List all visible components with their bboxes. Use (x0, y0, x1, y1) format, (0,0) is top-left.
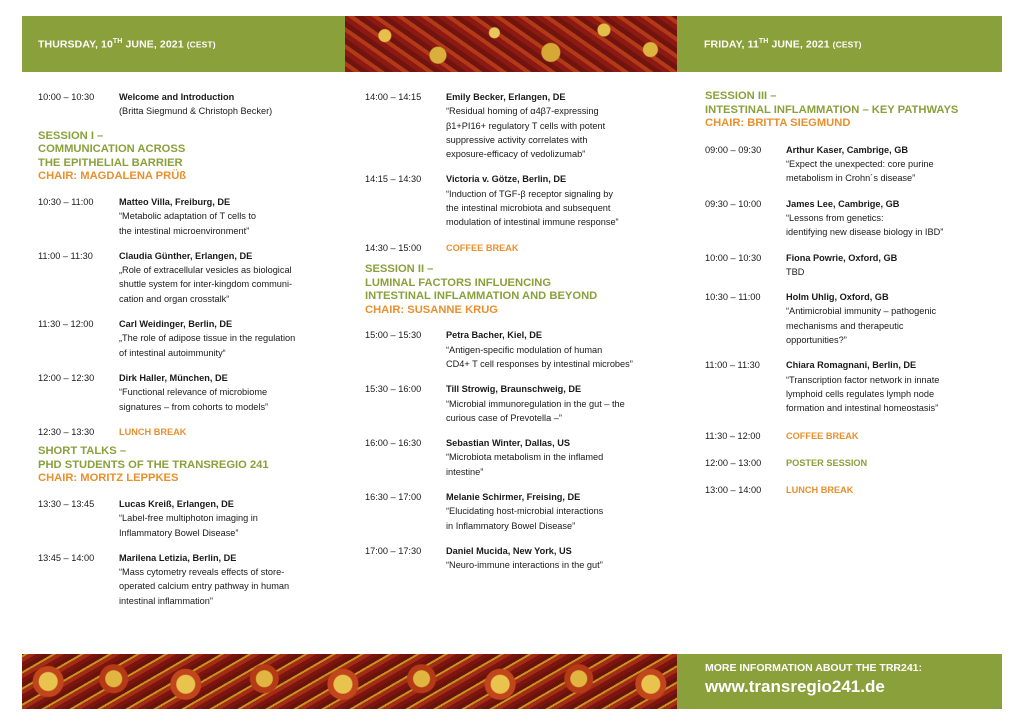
entry-title: “Induction of TGF-β receptor signaling by the intestinal microbiota and subsequent modulation of intestinal immune response” (446, 188, 619, 228)
talk-entry (705, 290, 1005, 347)
entry-title: “Label-free multiphoton imaging in Inflammatory Bowel Disease” (119, 513, 258, 538)
break-label: POSTER SESSION (786, 457, 868, 468)
break-label: LUNCH BREAK (119, 426, 187, 437)
footer-url-link[interactable]: www.transregio241.de (705, 677, 885, 696)
entry-time: 10:30 – 11:00 (705, 292, 761, 303)
entry-time: 13:45 – 14:00 (38, 552, 95, 563)
entry-speaker: Till Strowig, Braunschweig, DE (446, 384, 582, 395)
entry-speaker: Melanie Schirmer, Freising, DE (446, 492, 581, 503)
talk-entry (705, 197, 1005, 240)
entry-speaker: Chiara Romagnani, Berlin, DE (786, 360, 917, 371)
welcome-entry (38, 90, 338, 119)
entry-speaker: Dirk Haller, München, DE (119, 372, 228, 383)
entry-title: “Mass cytometry reveals effects of store- operated calcium entry pathway in human intestinal inflammation” (119, 567, 290, 606)
session-title: SESSION I – COMMUNICATION ACROSS THE EPITHELIAL BARRIER (38, 129, 186, 169)
entry-title: “Antigen-specific modulation of human CD4+ T cell responses by intestinal microbes” (446, 344, 633, 369)
entry-title: “Antimicrobial immunity – pathogenic mechanisms and therapeutic opportunities?” (786, 306, 937, 346)
entry-time: 15:00 – 15:30 (365, 330, 422, 341)
entry-speaker: Sebastian Winter, Dallas, US (446, 438, 570, 449)
friday-date: FRIDAY, 11TH JUNE, 2021 (CEST) (704, 37, 862, 51)
talk-entry (365, 382, 675, 425)
talk-entry (365, 436, 675, 479)
entry-speaker: Fiona Powrie, Oxford, GB (786, 252, 898, 263)
lunch-break-entry (38, 425, 338, 439)
entry-speaker: James Lee, Cambrige, GB (786, 198, 900, 209)
session-chair: CHAIR: SUSANNE KRUG (365, 303, 499, 316)
entry-title: “Expect the unexpected: core purine metabolism in Crohn´s disease” (786, 159, 934, 184)
entry-time: 11:30 – 12:00 (705, 430, 761, 441)
entry-time: 16:00 – 16:30 (365, 438, 422, 449)
entry-time: 11:00 – 11:30 (38, 250, 93, 261)
lunch-break-entry (705, 483, 1005, 497)
entry-speaker: Claudia Günther, Erlangen, DE (119, 250, 253, 261)
entry-time: 12:30 – 13:30 (38, 426, 95, 437)
session-chair: CHAIR: MORITZ LEPPKES (38, 472, 179, 485)
talk-entry (705, 251, 1005, 280)
entry-title: “Metabolic adaptation of T cells to the intestinal microenvironment” (119, 211, 257, 236)
entry-title: „The role of adipose tissue in the regulation of intestinal autoimmunity“ (119, 333, 296, 358)
talk-entry (365, 90, 675, 161)
entry-speaker: Holm Uhlig, Oxford, GB (786, 292, 889, 303)
entry-time: 13:00 – 14:00 (705, 485, 762, 496)
session-chair: CHAIR: MAGDALENA PRÜß (38, 170, 187, 183)
entry-time: 17:00 – 17:30 (365, 545, 422, 556)
column-friday (705, 90, 1005, 497)
session-title: SESSION II – LUMINAL FACTORS INFLUENCING INTESTINAL INFLAMMATION AND BEYOND (365, 262, 598, 303)
session-chair: CHAIR: BRITTA SIEGMUND (705, 117, 851, 130)
entry-speaker: Emily Becker, Erlangen, DE (446, 92, 566, 102)
coffee-break-entry (705, 429, 1005, 443)
friday-header (677, 16, 1002, 72)
talk-entry (38, 551, 338, 608)
break-label: COFFEE BREAK (446, 242, 519, 253)
entry-time: 11:00 – 11:30 (705, 360, 760, 371)
tissue-image-top (345, 16, 677, 72)
column-thursday-afternoon (365, 90, 675, 573)
entry-title: “Neuro-immune interactions in the gut” (446, 560, 603, 571)
entry-time: 16:30 – 17:00 (365, 492, 422, 503)
entry-time: 12:00 – 13:00 (705, 457, 762, 468)
entry-speaker: Petra Bacher, Kiel, DE (446, 330, 543, 341)
entry-title: “Functional relevance of microbiome signatures – from cohorts to models” (119, 387, 269, 412)
entry-speaker: Victoria v. Götze, Berlin, DE (446, 174, 567, 185)
talk-entry (705, 143, 1005, 186)
entry-time: 14:30 – 15:00 (365, 242, 422, 253)
entry-speaker: Carl Weidinger, Berlin, DE (119, 319, 233, 330)
session-title: SESSION III – INTESTINAL INFLAMMATION – KEY PATHWAYS (705, 90, 959, 116)
entry-speaker: Lucas Kreiß, Erlangen, DE (119, 498, 234, 509)
entry-title: “Transcription factor network in innate lymphoid cells regulates lymph node formation and intestinal homeostasis” (786, 374, 940, 414)
entry-title: “Microbiota metabolism in the inflamed intestine” (446, 452, 604, 477)
entry-title: “Lessons from genetics: identifying new disease biology in IBD” (786, 212, 944, 238)
talk-entry (38, 317, 338, 360)
entry-title: (Britta Siegmund & Christoph Becker) (119, 106, 273, 117)
entry-title: “Residual homing of α4β7-expressing β1+PI16+ regulatory T cells with potent suppressive activity correlates with exposure-efficacy of vedolizumab” (446, 106, 606, 160)
talk-entry (365, 490, 675, 533)
talk-entry (38, 249, 338, 306)
thursday-date: THURSDAY, 10TH JUNE, 2021 (CEST) (38, 37, 216, 51)
talk-entry (38, 195, 338, 238)
entry-time: 11:30 – 12:00 (38, 319, 94, 330)
poster-session-entry (705, 456, 1005, 470)
entry-title: „Role of extracellular vesicles as biological shuttle system for inter-kingdom communi- cation and organ crosstalk“ (119, 265, 293, 304)
entry-time: 10:00 – 10:30 (705, 252, 762, 263)
entry-time: 10:30 – 11:00 (38, 196, 94, 207)
talk-entry (365, 544, 675, 573)
session-3-heading (705, 90, 1005, 131)
session-title: SHORT TALKS – PHD STUDENTS OF THE TRANSREGIO 241 (38, 445, 269, 471)
talk-entry (365, 172, 675, 229)
entry-title: “Microbial immunoregulation in the gut – the curious case of Prevotella –” (446, 398, 625, 423)
talk-entry (38, 497, 338, 540)
talk-entry (38, 371, 338, 414)
entry-speaker: Arthur Kaser, Cambrige, GB (786, 144, 909, 155)
break-label: COFFEE BREAK (786, 430, 859, 441)
entry-time: 15:30 – 16:00 (365, 384, 422, 395)
entry-time: 10:00 – 10:30 (38, 92, 95, 102)
entry-time: 14:00 – 14:15 (365, 92, 422, 102)
column-thursday-morning (38, 90, 338, 608)
entry-speaker: Marilena Letizia, Berlin, DE (119, 552, 237, 563)
break-label: LUNCH BREAK (786, 485, 854, 496)
tissue-image-bottom (22, 654, 677, 709)
session-2-heading (365, 263, 675, 317)
entry-time: 12:00 – 12:30 (38, 372, 95, 383)
session-1-heading (38, 130, 338, 184)
entry-time: 09:00 – 09:30 (705, 144, 762, 155)
talk-entry (365, 328, 675, 371)
entry-time: 13:30 – 13:45 (38, 498, 95, 509)
entry-time: 14:15 – 14:30 (365, 174, 422, 185)
short-talks-heading (38, 445, 338, 486)
footer-heading: MORE INFORMATION ABOUT THE TRR241: (705, 662, 922, 674)
entry-speaker: Matteo Villa, Freiburg, DE (119, 196, 231, 207)
entry-speaker: Welcome and Introduction (119, 92, 235, 102)
entry-speaker: Daniel Mucida, New York, US (446, 545, 572, 556)
coffee-break-entry (365, 241, 675, 255)
talk-entry (705, 358, 1005, 415)
entry-title: TBD (786, 266, 805, 277)
entry-time: 09:30 – 10:00 (705, 198, 762, 209)
footer-info (677, 654, 1002, 709)
entry-title: “Elucidating host-microbial interactions in Inflammatory Bowel Disease” (446, 506, 604, 531)
thursday-header (22, 16, 345, 72)
